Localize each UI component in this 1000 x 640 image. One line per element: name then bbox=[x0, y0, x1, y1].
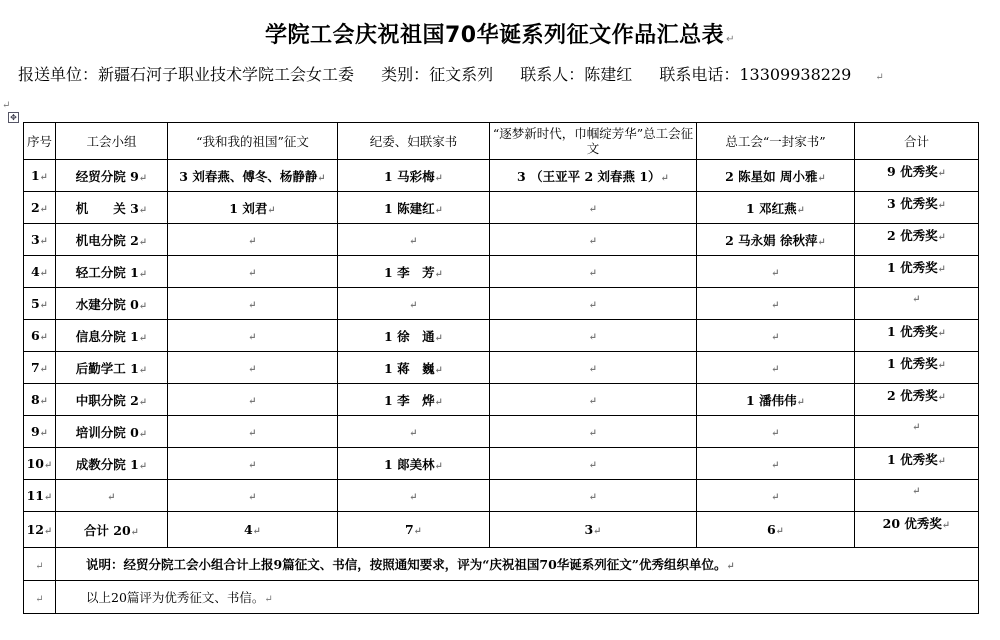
cell-text: 2 优秀奖 bbox=[887, 388, 938, 403]
cell-text: 经贸分院 9 bbox=[75, 168, 139, 184]
cell-text: 6 bbox=[766, 522, 776, 537]
cell-c4 bbox=[697, 320, 855, 352]
cell-text: 4 bbox=[243, 522, 253, 537]
cell-end-mark: ↵ bbox=[937, 392, 946, 403]
cell-end-mark: ↵ bbox=[138, 268, 148, 280]
cell-total bbox=[855, 192, 979, 224]
category: 类别：征文系列 bbox=[381, 65, 494, 84]
table-row bbox=[24, 416, 979, 448]
cell-total bbox=[855, 288, 979, 320]
cell-c2 bbox=[338, 192, 490, 224]
cell-c1 bbox=[168, 448, 338, 480]
cell-end-mark: ↵ bbox=[248, 268, 257, 279]
cell-end-mark: ↵ bbox=[39, 172, 49, 183]
table-row bbox=[24, 480, 979, 512]
note-text: 以上20篇评为优秀征文、书信。 bbox=[86, 590, 265, 605]
cell-c1 bbox=[168, 416, 338, 448]
cell-no bbox=[24, 288, 56, 320]
cell-c3 bbox=[490, 512, 697, 548]
cell-c1 bbox=[168, 384, 338, 416]
cell-end-mark: ↵ bbox=[248, 460, 257, 471]
cell-end-mark: ↵ bbox=[588, 268, 598, 279]
cell-end-mark: ↵ bbox=[248, 396, 257, 407]
cell-c1 bbox=[168, 480, 338, 512]
cell-c1 bbox=[168, 512, 338, 548]
cell-total bbox=[855, 352, 979, 384]
cell-end-mark: ↵ bbox=[941, 520, 951, 531]
cell-c4 bbox=[697, 512, 855, 548]
cell-end-mark: ↵ bbox=[138, 172, 148, 184]
cell-c3 bbox=[490, 192, 697, 224]
title-text: 学院工会庆祝祖国70华诞系列征文作品汇总表 bbox=[264, 23, 725, 48]
cell-end-mark: ↵ bbox=[264, 594, 273, 605]
cell-c4 bbox=[697, 224, 855, 256]
cell-no bbox=[24, 448, 56, 480]
cell-end-mark: ↵ bbox=[588, 396, 598, 407]
cell-text: 中职分院 2 bbox=[75, 392, 139, 408]
cell-text: 水建分院 0 bbox=[75, 296, 139, 312]
cell-c3 bbox=[490, 448, 697, 480]
col-header-family-letter: 纪委、妇联家书 bbox=[338, 123, 490, 160]
col-header-essay: “我和我的祖国”征文 bbox=[168, 123, 338, 160]
cell-end-mark: ↵ bbox=[248, 300, 257, 311]
cell-total bbox=[855, 512, 979, 548]
cell-text: 3 优秀奖 bbox=[887, 196, 938, 211]
cell-total bbox=[855, 320, 979, 352]
cell-no bbox=[24, 581, 56, 614]
cell-end-mark: ↵ bbox=[409, 428, 418, 439]
cell-text: 12 bbox=[26, 522, 44, 537]
cell-end-mark: ↵ bbox=[588, 460, 598, 471]
cell-no bbox=[24, 384, 56, 416]
cell-c4 bbox=[697, 480, 855, 512]
cell-c1 bbox=[168, 320, 338, 352]
cell-c2 bbox=[338, 256, 490, 288]
cell-c1 bbox=[168, 224, 338, 256]
cell-no bbox=[24, 192, 56, 224]
cell-end-mark: ↵ bbox=[771, 332, 780, 343]
cell-text: 1 优秀奖 bbox=[887, 452, 938, 467]
cell-text: 1 优秀奖 bbox=[887, 356, 938, 371]
table-row bbox=[24, 192, 979, 224]
table-move-handle-icon[interactable]: ✥ bbox=[8, 112, 19, 123]
cell-text: 1 徐 通 bbox=[384, 328, 435, 344]
cell-end-mark: ↵ bbox=[138, 236, 148, 248]
cell-end-mark: ↵ bbox=[252, 526, 262, 537]
cell-text: 轻工分院 1 bbox=[75, 264, 139, 280]
cell-end-mark: ↵ bbox=[39, 236, 49, 247]
cell-end-mark: ↵ bbox=[39, 396, 49, 407]
cell-c1 bbox=[168, 352, 338, 384]
cell-end-mark: ↵ bbox=[771, 268, 780, 279]
table-row bbox=[24, 320, 979, 352]
cell-text: 3 刘春燕、傅冬、杨静静 bbox=[179, 168, 318, 184]
cell-total bbox=[855, 384, 979, 416]
cell-total bbox=[855, 224, 979, 256]
cell-no bbox=[24, 548, 56, 581]
cell-c3 bbox=[490, 224, 697, 256]
cell-text: 1 潘伟伟 bbox=[746, 392, 797, 408]
cell-group bbox=[56, 448, 168, 480]
cell-end-mark: ↵ bbox=[138, 332, 148, 344]
cell-c3 bbox=[490, 288, 697, 320]
cell-c4 bbox=[697, 416, 855, 448]
cell-c4 bbox=[697, 160, 855, 192]
cell-end-mark: ↵ bbox=[593, 526, 602, 537]
cell-c3 bbox=[490, 480, 697, 512]
cell-end-mark: ↵ bbox=[409, 236, 418, 247]
cell-end-mark: ↵ bbox=[39, 268, 49, 279]
cell-end-mark: ↵ bbox=[775, 526, 785, 537]
cell-end-mark: ↵ bbox=[39, 428, 49, 439]
cell-end-mark: ↵ bbox=[39, 300, 49, 311]
table-row bbox=[24, 448, 979, 480]
cell-total bbox=[855, 448, 979, 480]
table-header-row bbox=[24, 123, 979, 160]
cell-end-mark: ↵ bbox=[912, 486, 921, 497]
cell-group bbox=[56, 352, 168, 384]
cell-end-mark: ↵ bbox=[771, 364, 780, 375]
cell-no bbox=[24, 512, 56, 548]
cell-no bbox=[24, 480, 56, 512]
cell-text: 4 bbox=[30, 264, 40, 279]
cell-end-mark: ↵ bbox=[138, 428, 148, 440]
cell-end-mark: ↵ bbox=[912, 294, 921, 305]
cell-no bbox=[24, 224, 56, 256]
cell-text: 3 bbox=[584, 522, 594, 537]
cell-end-mark: ↵ bbox=[937, 200, 946, 211]
cell-text: 1 马彩梅 bbox=[384, 168, 435, 184]
cell-c4 bbox=[697, 192, 855, 224]
cell-end-mark: ↵ bbox=[44, 526, 53, 537]
cell-group bbox=[56, 512, 168, 548]
note-row-summary bbox=[24, 581, 979, 614]
cell-end-mark: ↵ bbox=[937, 328, 946, 339]
cell-end-mark: ↵ bbox=[796, 396, 805, 408]
cell-end-mark: ↵ bbox=[937, 360, 946, 371]
cell-text: 1 李 芳 bbox=[384, 264, 435, 280]
cell-end-mark: ↵ bbox=[248, 332, 257, 343]
summary-table bbox=[23, 122, 979, 614]
cell-end-mark: ↵ bbox=[130, 526, 140, 538]
cell-end-mark: ↵ bbox=[660, 172, 669, 184]
cell-text: 2 优秀奖 bbox=[887, 228, 938, 243]
cell-end-mark: ↵ bbox=[771, 492, 780, 503]
cell-text: 1 郞美林 bbox=[384, 456, 435, 472]
cell-end-mark: ↵ bbox=[937, 264, 946, 275]
cell-c3 bbox=[490, 384, 697, 416]
cell-c2 bbox=[338, 320, 490, 352]
cell-end-mark: ↵ bbox=[434, 204, 443, 216]
cell-text: 成教分院 1 bbox=[75, 456, 139, 472]
cell-c3 bbox=[490, 320, 697, 352]
cell-total bbox=[855, 256, 979, 288]
cell-text: 7 bbox=[404, 522, 414, 537]
cell-text: 3 （王亚平 2 刘春燕 1） bbox=[517, 168, 661, 184]
cell-end-mark: ↵ bbox=[912, 422, 921, 433]
cell-text: 1 蒋 巍 bbox=[384, 360, 435, 376]
cell-end-mark: ↵ bbox=[937, 168, 946, 179]
cell-end-mark: ↵ bbox=[937, 232, 946, 243]
cell-text: 1 bbox=[30, 168, 40, 183]
cell-group bbox=[56, 160, 168, 192]
cell-text: 1 刘君 bbox=[229, 200, 268, 216]
cell-group bbox=[56, 384, 168, 416]
table-row bbox=[24, 352, 979, 384]
cell-no bbox=[24, 320, 56, 352]
cell-text: 7 bbox=[30, 360, 40, 375]
cell-group bbox=[56, 416, 168, 448]
cell-c4 bbox=[697, 288, 855, 320]
cell-c4 bbox=[697, 352, 855, 384]
cell-end-mark: ↵ bbox=[588, 204, 598, 215]
cell-end-mark: ↵ bbox=[39, 332, 49, 343]
cell-text: 1 李 烨 bbox=[384, 392, 435, 408]
cell-end-mark: ↵ bbox=[434, 396, 443, 408]
cell-text: 1 优秀奖 bbox=[887, 260, 938, 275]
cell-text: 后勤学工 1 bbox=[75, 360, 139, 376]
cell-end-mark: ↵ bbox=[796, 204, 805, 216]
cell-text: 信息分院 1 bbox=[75, 328, 139, 344]
cell-text: 11 bbox=[26, 488, 44, 503]
cell-total bbox=[855, 416, 979, 448]
cell-text: 机电分院 2 bbox=[75, 232, 139, 248]
cell-group bbox=[56, 224, 168, 256]
cell-c3 bbox=[490, 256, 697, 288]
note-cell bbox=[56, 581, 979, 614]
cell-end-mark: ↵ bbox=[588, 428, 598, 439]
cell-end-mark: ↵ bbox=[434, 460, 443, 472]
contact-person: 联系人：陈建红 bbox=[520, 65, 633, 84]
cell-c3 bbox=[490, 416, 697, 448]
cell-c2 bbox=[338, 160, 490, 192]
cell-end-mark: ↵ bbox=[248, 236, 257, 247]
cell-no bbox=[24, 160, 56, 192]
table-row bbox=[24, 288, 979, 320]
cell-end-mark: ↵ bbox=[35, 560, 44, 572]
cell-total bbox=[855, 480, 979, 512]
cell-text: 2 bbox=[30, 200, 40, 215]
cell-end-mark: ↵ bbox=[107, 492, 116, 503]
cell-end-mark: ↵ bbox=[35, 593, 44, 605]
cell-end-mark: ↵ bbox=[138, 300, 148, 312]
cell-no bbox=[24, 256, 56, 288]
cell-end-mark: ↵ bbox=[39, 364, 49, 375]
cell-text: 合计 20 bbox=[83, 522, 131, 538]
cell-end-mark: ↵ bbox=[588, 364, 598, 375]
cell-end-mark: ↵ bbox=[817, 236, 826, 248]
cell-text: 1 陈建红 bbox=[384, 200, 435, 216]
cell-end-mark: ↵ bbox=[248, 428, 257, 439]
cell-text: 5 bbox=[30, 296, 40, 311]
cell-total bbox=[855, 160, 979, 192]
page-title bbox=[0, 18, 1000, 49]
col-header-group: 工会小组 bbox=[56, 123, 168, 160]
cell-end-mark: ↵ bbox=[771, 460, 780, 471]
cell-end-mark: ↵ bbox=[434, 172, 443, 184]
cell-end-mark: ↵ bbox=[138, 396, 148, 408]
cell-end-mark: ↵ bbox=[588, 332, 598, 343]
col-header-union-letter: 总工会“一封家书” bbox=[697, 123, 855, 160]
paragraph-mark: ↵ bbox=[2, 100, 11, 111]
cell-end-mark: ↵ bbox=[248, 492, 257, 503]
cell-c2 bbox=[338, 448, 490, 480]
cell-c1 bbox=[168, 288, 338, 320]
note-cell bbox=[56, 548, 979, 581]
cell-c1 bbox=[168, 192, 338, 224]
cell-text: 1 邓红燕 bbox=[746, 200, 797, 216]
cell-end-mark: ↵ bbox=[409, 492, 418, 503]
report-header bbox=[18, 62, 988, 85]
col-header-union-essay: “逐梦新时代，巾帼绽芳华”总工会征文 bbox=[490, 123, 697, 160]
cell-end-mark: ↵ bbox=[413, 526, 423, 537]
cell-text: 3 bbox=[30, 232, 40, 247]
note-row-organization bbox=[24, 548, 979, 581]
cell-end-mark: ↵ bbox=[937, 456, 946, 467]
contact-phone: 联系电话：13309938229 bbox=[659, 65, 852, 84]
cell-end-mark: ↵ bbox=[138, 364, 148, 376]
cell-end-mark: ↵ bbox=[434, 364, 443, 376]
cell-c4 bbox=[697, 448, 855, 480]
col-header-total: 合计 bbox=[855, 123, 979, 160]
cell-text: 培训分院 0 bbox=[75, 424, 139, 440]
table-row bbox=[24, 224, 979, 256]
cell-end-mark: ↵ bbox=[138, 460, 148, 472]
cell-group bbox=[56, 288, 168, 320]
reporting-unit: 报送单位：新疆石河子职业技术学院工会女工委 bbox=[18, 65, 355, 84]
cell-end-mark: ↵ bbox=[317, 172, 326, 184]
cell-c2 bbox=[338, 352, 490, 384]
note-text: 说明：经贸分院工会小组合计上报9篇征文、书信，按照通知要求，评为“庆祝祖国70华诞系列征文”优秀组织单位。 bbox=[86, 557, 727, 572]
cell-c3 bbox=[490, 352, 697, 384]
cell-group bbox=[56, 256, 168, 288]
table-row bbox=[24, 384, 979, 416]
cell-c2 bbox=[338, 512, 490, 548]
cell-no bbox=[24, 416, 56, 448]
cell-c4 bbox=[697, 256, 855, 288]
cell-group bbox=[56, 192, 168, 224]
cell-c2 bbox=[338, 288, 490, 320]
cell-text: 20 优秀奖 bbox=[882, 516, 942, 531]
cell-end-mark: ↵ bbox=[138, 204, 148, 216]
cell-end-mark: ↵ bbox=[771, 300, 780, 311]
cell-c2 bbox=[338, 384, 490, 416]
cell-c2 bbox=[338, 416, 490, 448]
cell-end-mark: ↵ bbox=[44, 492, 53, 503]
cell-text: 机 关 3 bbox=[75, 200, 139, 216]
cell-end-mark: ↵ bbox=[267, 204, 276, 216]
cell-c2 bbox=[338, 480, 490, 512]
total-row bbox=[24, 512, 979, 548]
cell-text: 9 优秀奖 bbox=[887, 164, 938, 179]
cell-c1 bbox=[168, 256, 338, 288]
table-row bbox=[24, 256, 979, 288]
cell-end-mark: ↵ bbox=[588, 492, 598, 503]
cell-group bbox=[56, 320, 168, 352]
paragraph-mark: ↵ bbox=[875, 72, 884, 83]
cell-end-mark: ↵ bbox=[434, 268, 443, 280]
cell-end-mark: ↵ bbox=[409, 300, 418, 311]
cell-end-mark: ↵ bbox=[434, 332, 443, 344]
cell-text: 8 bbox=[30, 392, 40, 407]
cell-c1 bbox=[168, 160, 338, 192]
cell-end-mark: ↵ bbox=[39, 204, 49, 215]
cell-text: 6 bbox=[30, 328, 40, 343]
cell-end-mark: ↵ bbox=[588, 300, 598, 311]
cell-c4 bbox=[697, 384, 855, 416]
cell-text: 2 陈星如 周小雅 bbox=[725, 168, 818, 184]
table-row bbox=[24, 160, 979, 192]
cell-text: 1 优秀奖 bbox=[887, 324, 938, 339]
cell-no bbox=[24, 352, 56, 384]
cell-end-mark: ↵ bbox=[248, 364, 257, 375]
cell-end-mark: ↵ bbox=[726, 561, 735, 572]
cell-group bbox=[56, 480, 168, 512]
cell-text: 10 bbox=[26, 456, 44, 471]
cell-text: 2 马永娟 徐秋萍 bbox=[725, 232, 818, 248]
cell-c3 bbox=[490, 160, 697, 192]
cell-text: 9 bbox=[30, 424, 40, 439]
cell-end-mark: ↵ bbox=[771, 428, 780, 439]
paragraph-mark: ↵ bbox=[726, 34, 735, 45]
cell-end-mark: ↵ bbox=[588, 236, 598, 247]
cell-c2 bbox=[338, 224, 490, 256]
cell-end-mark: ↵ bbox=[44, 460, 53, 471]
cell-end-mark: ↵ bbox=[817, 172, 826, 184]
col-header-no: 序号 bbox=[24, 123, 56, 160]
